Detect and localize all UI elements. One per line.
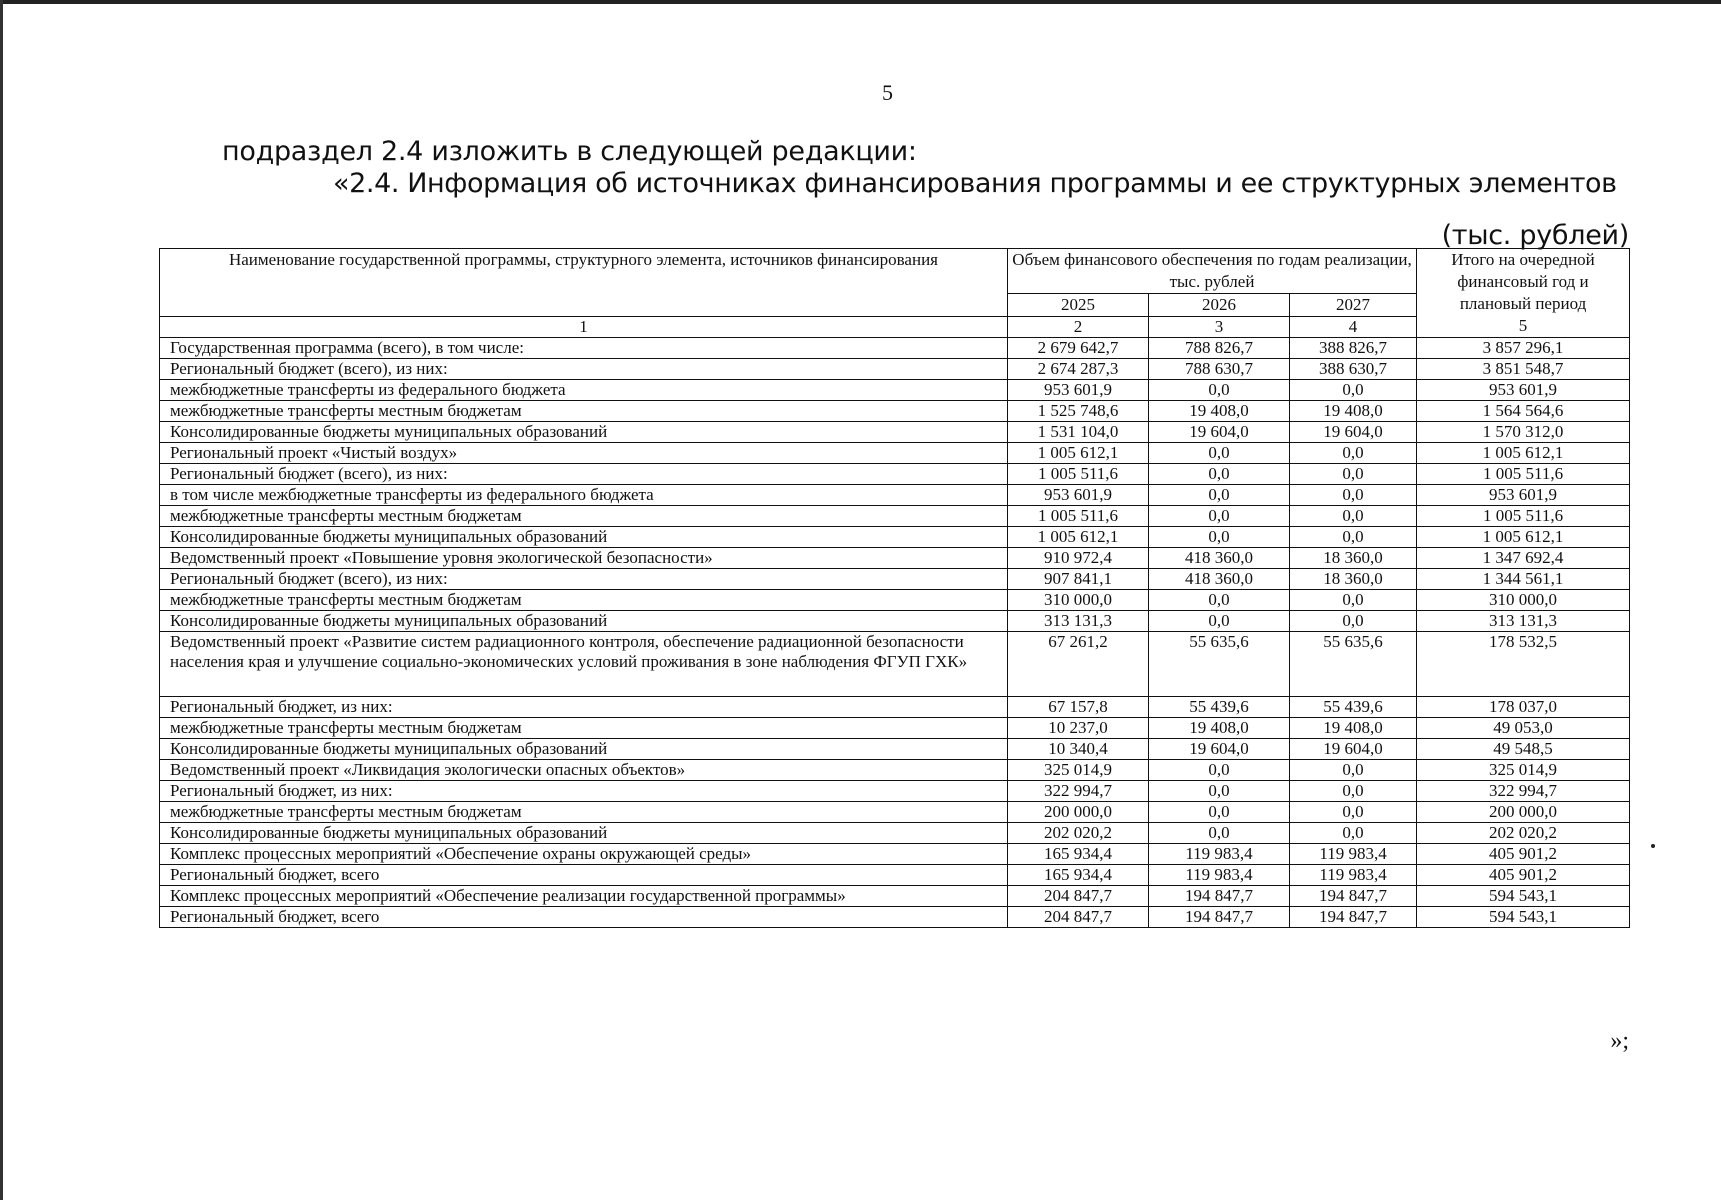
- value-2025: 1 005 511,6: [1008, 464, 1149, 485]
- value-2027: 0,0: [1290, 590, 1417, 611]
- value-2025: 1 531 104,0: [1008, 422, 1149, 443]
- table-row: [160, 907, 1630, 928]
- value-2027: 55 439,6: [1290, 697, 1417, 718]
- value-total: 1 347 692,4: [1417, 548, 1630, 569]
- value-2027: 0,0: [1290, 802, 1417, 823]
- value-2027: 194 847,7: [1290, 886, 1417, 907]
- index-cell: 5: [1518, 316, 1528, 335]
- value-total: 1 564 564,6: [1417, 401, 1630, 422]
- value-2025: 907 841,1: [1008, 569, 1149, 590]
- value-2027: 194 847,7: [1290, 907, 1417, 928]
- value-2025: 10 237,0: [1008, 718, 1149, 739]
- value-2026: 0,0: [1149, 464, 1290, 485]
- value-total: 953 601,9: [1417, 380, 1630, 401]
- value-2026: 0,0: [1149, 590, 1290, 611]
- value-2026: 19 604,0: [1149, 739, 1290, 760]
- header-year-2025: 2025: [1008, 294, 1149, 317]
- header-total-text: Итого на очередной финансовый год и плановый период: [1451, 250, 1595, 313]
- row-name: межбюджетные трансферты местным бюджетам: [160, 590, 1008, 611]
- value-2027: 0,0: [1290, 527, 1417, 548]
- table-row: [160, 718, 1630, 739]
- table-row: [160, 886, 1630, 907]
- table-row: [160, 422, 1630, 443]
- value-2025: 204 847,7: [1008, 886, 1149, 907]
- index-cell: 1: [160, 317, 1008, 338]
- value-2027: 19 604,0: [1290, 422, 1417, 443]
- financing-table: [159, 248, 1630, 928]
- value-total: 313 131,3: [1417, 611, 1630, 632]
- value-2025: 165 934,4: [1008, 865, 1149, 886]
- value-2026: 0,0: [1149, 527, 1290, 548]
- value-2027: 18 360,0: [1290, 569, 1417, 590]
- value-2025: 953 601,9: [1008, 380, 1149, 401]
- value-2027: 19 408,0: [1290, 718, 1417, 739]
- value-2027: 55 635,6: [1290, 632, 1417, 697]
- value-2026: 788 630,7: [1149, 359, 1290, 380]
- scan-border-left: [0, 0, 3, 1200]
- row-name: Консолидированные бюджеты муниципальных образований: [160, 823, 1008, 844]
- value-2027: 0,0: [1290, 464, 1417, 485]
- value-2027: 18 360,0: [1290, 548, 1417, 569]
- table-row: [160, 548, 1630, 569]
- section-title: «2.4. Информация об источниках финансирования программы и ее структурных элементов: [333, 168, 1617, 199]
- index-cell: 3: [1149, 317, 1290, 338]
- value-total: 325 014,9: [1417, 760, 1630, 781]
- row-name: Региональный бюджет, всего: [160, 865, 1008, 886]
- value-2026: 0,0: [1149, 760, 1290, 781]
- value-2027: 19 408,0: [1290, 401, 1417, 422]
- value-total: 200 000,0: [1417, 802, 1630, 823]
- row-name: Региональный проект «Чистый воздух»: [160, 443, 1008, 464]
- value-2025: 910 972,4: [1008, 548, 1149, 569]
- value-2026: 0,0: [1149, 823, 1290, 844]
- row-name: Региональный бюджет (всего), из них:: [160, 464, 1008, 485]
- value-2027: 119 983,4: [1290, 844, 1417, 865]
- value-2027: 0,0: [1290, 781, 1417, 802]
- table-row: [160, 464, 1630, 485]
- value-2027: 0,0: [1290, 485, 1417, 506]
- table-row: [160, 844, 1630, 865]
- table-row: [160, 401, 1630, 422]
- value-total: 202 020,2: [1417, 823, 1630, 844]
- value-2025: 202 020,2: [1008, 823, 1149, 844]
- row-name: Региональный бюджет (всего), из них:: [160, 569, 1008, 590]
- table-row: [160, 506, 1630, 527]
- value-total: 405 901,2: [1417, 844, 1630, 865]
- row-name: межбюджетные трансферты местным бюджетам: [160, 802, 1008, 823]
- value-2026: 19 408,0: [1149, 718, 1290, 739]
- value-2026: 0,0: [1149, 485, 1290, 506]
- row-name: Консолидированные бюджеты муниципальных образований: [160, 611, 1008, 632]
- table-row: [160, 485, 1630, 506]
- row-name: Ведомственный проект «Развитие систем радиационного контроля, обеспечение радиационной безопасности населения края и улучшение социально-экономических условий проживания в зоне наблюдения ФГУП ГХК»: [160, 632, 1008, 697]
- table-row: [160, 569, 1630, 590]
- row-name: Региональный бюджет, всего: [160, 907, 1008, 928]
- header-year-2027: 2027: [1290, 294, 1417, 317]
- value-total: 49 548,5: [1417, 739, 1630, 760]
- table-row: [160, 611, 1630, 632]
- value-2027: 19 604,0: [1290, 739, 1417, 760]
- value-total: 953 601,9: [1417, 485, 1630, 506]
- index-cell: 4: [1290, 317, 1417, 338]
- value-2026: 0,0: [1149, 380, 1290, 401]
- value-total: 178 037,0: [1417, 697, 1630, 718]
- value-2026: 194 847,7: [1149, 907, 1290, 928]
- header-name-col: Наименование государственной программы, структурного элемента, источников финансирования: [160, 249, 1008, 317]
- scan-speck: [1651, 844, 1655, 848]
- value-2027: 0,0: [1290, 760, 1417, 781]
- row-name: Ведомственный проект «Повышение уровня экологической безопасности»: [160, 548, 1008, 569]
- value-2025: 953 601,9: [1008, 485, 1149, 506]
- row-name: межбюджетные трансферты из федерального бюджета: [160, 380, 1008, 401]
- value-2026: 55 635,6: [1149, 632, 1290, 697]
- page-number: 5: [882, 80, 893, 105]
- value-2027: 0,0: [1290, 380, 1417, 401]
- value-2025: 200 000,0: [1008, 802, 1149, 823]
- value-2025: 322 994,7: [1008, 781, 1149, 802]
- value-total: 3 851 548,7: [1417, 359, 1630, 380]
- table-row: [160, 590, 1630, 611]
- value-2025: 2 679 642,7: [1008, 338, 1149, 359]
- row-name: Комплекс процессных мероприятий «Обеспечение реализации государственной программы»: [160, 886, 1008, 907]
- value-2026: 0,0: [1149, 443, 1290, 464]
- row-name: Ведомственный проект «Ликвидация экологически опасных объектов»: [160, 760, 1008, 781]
- value-total: 1 005 511,6: [1417, 506, 1630, 527]
- header-volume-col: Объем финансового обеспечения по годам реализации, тыс. рублей: [1008, 249, 1417, 294]
- units-label: (тыс. рублей): [1441, 220, 1629, 251]
- value-2026: 0,0: [1149, 802, 1290, 823]
- row-name: Консолидированные бюджеты муниципальных образований: [160, 527, 1008, 548]
- value-2025: 1 005 612,1: [1008, 527, 1149, 548]
- header-total-col: [1417, 249, 1630, 338]
- table-row: [160, 781, 1630, 802]
- value-2025: 1 005 511,6: [1008, 506, 1149, 527]
- header-year-2026: 2026: [1149, 294, 1290, 317]
- value-total: 322 994,7: [1417, 781, 1630, 802]
- row-name: Региональный бюджет, из них:: [160, 781, 1008, 802]
- table-body: [160, 338, 1630, 928]
- value-total: 1 344 561,1: [1417, 569, 1630, 590]
- value-2025: 204 847,7: [1008, 907, 1149, 928]
- value-2025: 67 261,2: [1008, 632, 1149, 697]
- value-total: 310 000,0: [1417, 590, 1630, 611]
- row-name: Региональный бюджет, из них:: [160, 697, 1008, 718]
- row-name: Консолидированные бюджеты муниципальных образований: [160, 422, 1008, 443]
- closing-quote: »;: [1610, 1028, 1629, 1054]
- value-2027: 0,0: [1290, 823, 1417, 844]
- table-row: [160, 865, 1630, 886]
- value-2027: 388 826,7: [1290, 338, 1417, 359]
- table-row: [160, 380, 1630, 401]
- value-2026: 0,0: [1149, 506, 1290, 527]
- value-2027: 0,0: [1290, 611, 1417, 632]
- scan-border-top: [0, 0, 1721, 4]
- row-name: Консолидированные бюджеты муниципальных образований: [160, 739, 1008, 760]
- value-2027: 0,0: [1290, 506, 1417, 527]
- value-total: 49 053,0: [1417, 718, 1630, 739]
- value-total: 178 532,5: [1417, 632, 1630, 697]
- row-name: межбюджетные трансферты местным бюджетам: [160, 401, 1008, 422]
- value-2026: 418 360,0: [1149, 569, 1290, 590]
- value-2025: 313 131,3: [1008, 611, 1149, 632]
- value-2025: 1 525 748,6: [1008, 401, 1149, 422]
- value-2025: 10 340,4: [1008, 739, 1149, 760]
- row-name: межбюджетные трансферты местным бюджетам: [160, 718, 1008, 739]
- value-2026: 418 360,0: [1149, 548, 1290, 569]
- value-2026: 19 604,0: [1149, 422, 1290, 443]
- value-2026: 119 983,4: [1149, 844, 1290, 865]
- value-total: 1 005 612,1: [1417, 527, 1630, 548]
- value-total: 1 570 312,0: [1417, 422, 1630, 443]
- value-2027: 0,0: [1290, 443, 1417, 464]
- table-row: [160, 527, 1630, 548]
- value-2026: 0,0: [1149, 611, 1290, 632]
- table-row: [160, 823, 1630, 844]
- row-name: Региональный бюджет (всего), из них:: [160, 359, 1008, 380]
- table-row: [160, 443, 1630, 464]
- value-total: 1 005 511,6: [1417, 464, 1630, 485]
- row-name: межбюджетные трансферты местным бюджетам: [160, 506, 1008, 527]
- row-name: в том числе межбюджетные трансферты из федерального бюджета: [160, 485, 1008, 506]
- value-total: 405 901,2: [1417, 865, 1630, 886]
- table-row: [160, 359, 1630, 380]
- value-total: 594 543,1: [1417, 886, 1630, 907]
- value-2026: 0,0: [1149, 781, 1290, 802]
- value-total: 3 857 296,1: [1417, 338, 1630, 359]
- value-2026: 55 439,6: [1149, 697, 1290, 718]
- table-row: [160, 697, 1630, 718]
- intro-text: подраздел 2.4 изложить в следующей редакции:: [222, 136, 917, 167]
- table-row: [160, 739, 1630, 760]
- value-2026: 194 847,7: [1149, 886, 1290, 907]
- value-2027: 119 983,4: [1290, 865, 1417, 886]
- value-2025: 165 934,4: [1008, 844, 1149, 865]
- table-row: [160, 338, 1630, 359]
- value-2026: 788 826,7: [1149, 338, 1290, 359]
- value-2026: 119 983,4: [1149, 865, 1290, 886]
- value-2027: 388 630,7: [1290, 359, 1417, 380]
- value-2025: 1 005 612,1: [1008, 443, 1149, 464]
- value-2025: 310 000,0: [1008, 590, 1149, 611]
- value-total: 594 543,1: [1417, 907, 1630, 928]
- table-row: [160, 632, 1630, 697]
- value-2025: 325 014,9: [1008, 760, 1149, 781]
- index-cell: 2: [1008, 317, 1149, 338]
- value-2025: 67 157,8: [1008, 697, 1149, 718]
- table-row: [160, 802, 1630, 823]
- value-2025: 2 674 287,3: [1008, 359, 1149, 380]
- value-total: 1 005 612,1: [1417, 443, 1630, 464]
- row-name: Комплекс процессных мероприятий «Обеспечение охраны окружающей среды»: [160, 844, 1008, 865]
- value-2026: 19 408,0: [1149, 401, 1290, 422]
- row-name: Государственная программа (всего), в том числе:: [160, 338, 1008, 359]
- table-row: [160, 760, 1630, 781]
